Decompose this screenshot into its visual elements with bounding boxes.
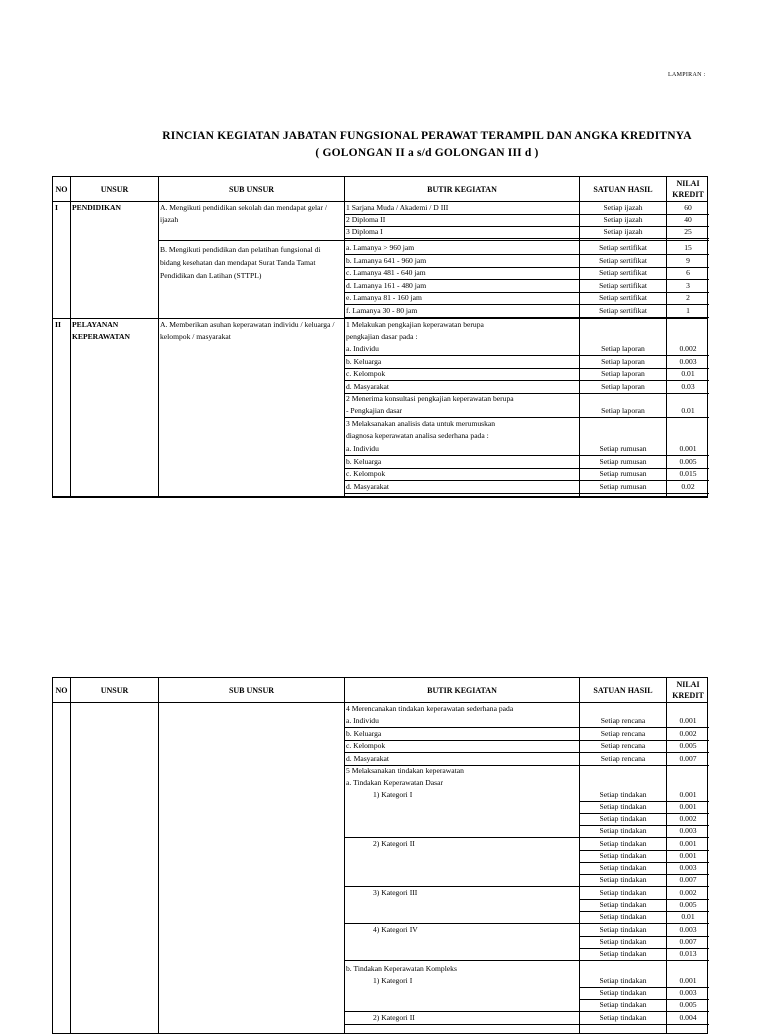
butir-item: - Pengkajian dasar [346, 406, 403, 415]
section-pelayanan [52, 319, 708, 498]
nilai-cell: 0.001 [679, 839, 697, 848]
sub-unsur-a: A. Memberikan asuhan keperawatan individu / keluarga / kelompok / masyarakat [160, 320, 335, 341]
satuan-cell: Setiap rencana [600, 753, 646, 763]
satuan-cell: Setiap sertifikat [599, 243, 647, 252]
butir-item: d. Masyarakat [346, 481, 390, 491]
butir-heading: a. Tindakan Keperawatan Dasar [346, 778, 443, 787]
butir-item: c. Kelompok [346, 369, 386, 378]
satuan-cell: Setiap ijazah [603, 203, 643, 212]
nilai-cell: 0.001 [679, 790, 697, 799]
nilai-cell: 0.003 [679, 356, 697, 366]
table-header [52, 176, 708, 202]
nilai-cell: 0.002 [679, 344, 697, 353]
butir-item: 1 Sarjana Muda / Akademi / D III [346, 203, 449, 212]
kategori-label: 4) Kategori IV [373, 925, 418, 934]
satuan-cell: Setiap tindakan [599, 912, 647, 921]
butir-item: f. Lamanya 30 - 80 jam [346, 305, 418, 315]
satuan-cell: Setiap rencana [600, 728, 646, 738]
butir-item: c. Lamanya 481 - 640 jam [346, 268, 426, 277]
nilai-cell: 15 [684, 243, 692, 252]
satuan-cell: Setiap rumusan [599, 469, 647, 478]
satuan-cell: Setiap sertifikat [599, 280, 647, 290]
satuan-cell: Setiap tindakan [599, 1000, 647, 1009]
header-no: NO [55, 184, 68, 194]
kategori-label: 1) Kategori I [373, 976, 413, 985]
header-sub-unsur: SUB UNSUR [228, 685, 275, 695]
nilai-cell: 0.002 [679, 888, 697, 897]
satuan-cell: Setiap tindakan [599, 888, 647, 897]
satuan-cell: Setiap tindakan [599, 863, 647, 872]
butir-item: 3 Diploma I [346, 227, 383, 236]
satuan-cell: Setiap tindakan [599, 988, 647, 997]
nilai-cell: 3 [686, 280, 690, 290]
nilai-cell: 0.001 [679, 716, 697, 725]
satuan-cell: Setiap laporan [601, 381, 645, 391]
satuan-cell: Setiap tindakan [599, 851, 647, 860]
butir-heading: diagnosa keperawatan analisa sederhana pada : [346, 431, 489, 440]
butir-item: d. Masyarakat [346, 753, 390, 763]
nilai-cell: 0.013 [679, 949, 697, 958]
kategori-label: 3) Kategori III [373, 888, 418, 897]
satuan-cell: Setiap tindakan [599, 802, 647, 811]
butir-heading: 3 Melaksanakan analisis data untuk merumuskan [346, 419, 496, 428]
credit-table-2 [52, 677, 708, 1034]
nilai-cell: 0.02 [681, 481, 695, 491]
header-butir: BUTIR KEGIATAN [427, 184, 497, 194]
satuan-cell: Setiap tindakan [599, 826, 647, 835]
satuan-cell: Setiap laporan [601, 344, 645, 353]
nilai-cell: 0.004 [679, 1013, 697, 1022]
section-number: II [55, 320, 61, 329]
satuan-cell: Setiap sertifikat [599, 305, 647, 315]
butir-item: a. Lamanya > 960 jam [346, 243, 415, 252]
nilai-cell: 0.001 [679, 802, 697, 811]
nilai-cell: 6 [686, 268, 690, 277]
credit-table-1 [52, 176, 708, 498]
nilai-cell: 0.007 [679, 937, 697, 946]
nilai-cell: 2 [686, 293, 690, 302]
sub-unsur-b: B. Mengikuti pendidikan dan pelatihan fungsional di bidang kesehatan dan mendapat Surat Tanda Tamat Pendidikan dan Latihan (STTPL) [160, 245, 321, 280]
nilai-cell: 0.003 [679, 925, 697, 934]
butir-item: c. Kelompok [346, 469, 386, 478]
satuan-cell: Setiap laporan [601, 356, 645, 366]
satuan-cell: Setiap sertifikat [599, 268, 647, 277]
header-unsur: UNSUR [100, 685, 129, 695]
satuan-cell: Setiap tindakan [599, 875, 647, 884]
butir-item: d. Lamanya 161 - 480 jam [346, 280, 427, 290]
unsur-label: PELAYANAN KEPERAWATAN [72, 320, 130, 341]
header-no: NO [55, 685, 68, 695]
header-sub-unsur: SUB UNSUR [228, 184, 275, 194]
satuan-cell: Setiap rencana [600, 716, 646, 725]
satuan-cell: Setiap tindakan [599, 949, 647, 958]
header-nilai: NILAI KREDIT [672, 179, 704, 199]
header-satuan: SATUAN HASIL [593, 685, 653, 695]
section-pendidikan [52, 202, 708, 319]
nilai-cell: 0.001 [679, 851, 697, 860]
butir-heading: 4 Merencanakan tindakan keperawatan sederhana pada [346, 704, 514, 713]
nilai-cell: 0.002 [679, 728, 697, 738]
satuan-cell: Setiap rencana [600, 741, 646, 750]
butir-item: b. Lamanya 641 - 960 jam [346, 255, 427, 265]
nilai-cell: 0.001 [679, 444, 697, 453]
nilai-cell: 25 [684, 227, 692, 236]
satuan-cell: Setiap rumusan [599, 444, 647, 453]
nilai-cell: 0.003 [679, 988, 697, 997]
butir-heading: b. Tindakan Keperawatan Kompleks [346, 964, 457, 973]
header-butir: BUTIR KEGIATAN [427, 685, 497, 695]
butir-item: b. Keluarga [346, 356, 382, 366]
satuan-cell: Setiap rumusan [599, 456, 647, 466]
satuan-cell: Setiap tindakan [599, 925, 647, 934]
nilai-cell: 0.01 [681, 912, 695, 921]
section-number: I [55, 203, 58, 212]
butir-heading: 2 Menerima konsultasi pengkajian keperawatan berupa [346, 394, 514, 403]
satuan-cell: Setiap rumusan [599, 481, 647, 491]
nilai-cell: 0.002 [679, 814, 697, 823]
satuan-cell: Setiap tindakan [599, 976, 647, 985]
kategori-label: 1) Kategori I [373, 790, 413, 799]
butir-item: a. Individu [346, 344, 379, 353]
kategori-label: 2) Kategori II [373, 839, 415, 848]
nilai-cell: 0.005 [679, 1000, 697, 1009]
satuan-cell: Setiap sertifikat [599, 255, 647, 265]
nilai-cell: 0.001 [679, 976, 697, 985]
butir-item: d. Masyarakat [346, 381, 390, 391]
nilai-cell: 0.03 [681, 381, 695, 391]
nilai-cell: 0.005 [679, 741, 697, 750]
satuan-cell: Setiap tindakan [599, 900, 647, 909]
header-unsur: UNSUR [100, 184, 129, 194]
section-continued [52, 703, 708, 1034]
butir-heading: 5 Melaksanakan tindakan keperawatan [346, 766, 464, 775]
nilai-cell: 0.005 [679, 456, 697, 466]
satuan-cell: Setiap tindakan [599, 814, 647, 823]
satuan-cell: Setiap tindakan [599, 1013, 647, 1022]
nilai-cell: 0.005 [679, 900, 697, 909]
butir-item: a. Individu [346, 716, 379, 725]
butir-item: 2 Diploma II [346, 215, 386, 224]
satuan-cell: Setiap tindakan [599, 839, 647, 848]
butir-item: a. Individu [346, 444, 379, 453]
satuan-cell: Setiap tindakan [599, 790, 647, 799]
nilai-cell: 0.01 [681, 369, 695, 378]
butir-item: b. Keluarga [346, 728, 382, 738]
butir-item: c. Kelompok [346, 741, 386, 750]
nilai-cell: 0.01 [681, 406, 695, 415]
sub-unsur-a: A. Mengikuti pendidikan sekolah dan mendapat gelar / ijazah [160, 203, 328, 224]
satuan-cell: Setiap sertifikat [599, 293, 647, 302]
header-satuan: SATUAN HASIL [593, 184, 653, 194]
nilai-cell: 40 [684, 215, 692, 224]
satuan-cell: Setiap laporan [601, 406, 645, 415]
butir-heading: pengkajian dasar pada : [346, 332, 418, 341]
page-subtitle: ( GOLONGAN II a s/d GOLONGAN III d ) [315, 147, 539, 159]
nilai-cell: 0.003 [679, 826, 697, 835]
satuan-cell: Setiap laporan [601, 369, 645, 378]
butir-heading: 1 Melakukan pengkajian keperawatan berupa [346, 320, 484, 329]
butir-item: e. Lamanya 81 - 160 jam [346, 293, 422, 302]
nilai-cell: 60 [684, 203, 692, 212]
page-title: RINCIAN KEGIATAN JABATAN FUNGSIONAL PERAWAT TERAMPIL DAN ANGKA KREDITNYA [162, 130, 692, 142]
butir-item: b. Keluarga [346, 456, 382, 466]
table-header [52, 677, 708, 703]
satuan-cell: Setiap ijazah [603, 227, 643, 236]
unsur-label: PENDIDIKAN [72, 203, 121, 212]
nilai-cell: 0.007 [679, 875, 697, 884]
nilai-cell: 0.003 [679, 863, 697, 872]
satuan-cell: Setiap tindakan [599, 937, 647, 946]
header-nilai: NILAI KREDIT [672, 680, 704, 700]
kategori-label: 2) Kategori II [373, 1013, 415, 1022]
lampiran-label: LAMPIRAN : [668, 72, 706, 78]
nilai-cell: 9 [686, 255, 690, 265]
nilai-cell: 1 [686, 305, 690, 315]
nilai-cell: 0.015 [679, 469, 697, 478]
nilai-cell: 0.007 [679, 753, 697, 763]
satuan-cell: Setiap ijazah [603, 215, 643, 224]
